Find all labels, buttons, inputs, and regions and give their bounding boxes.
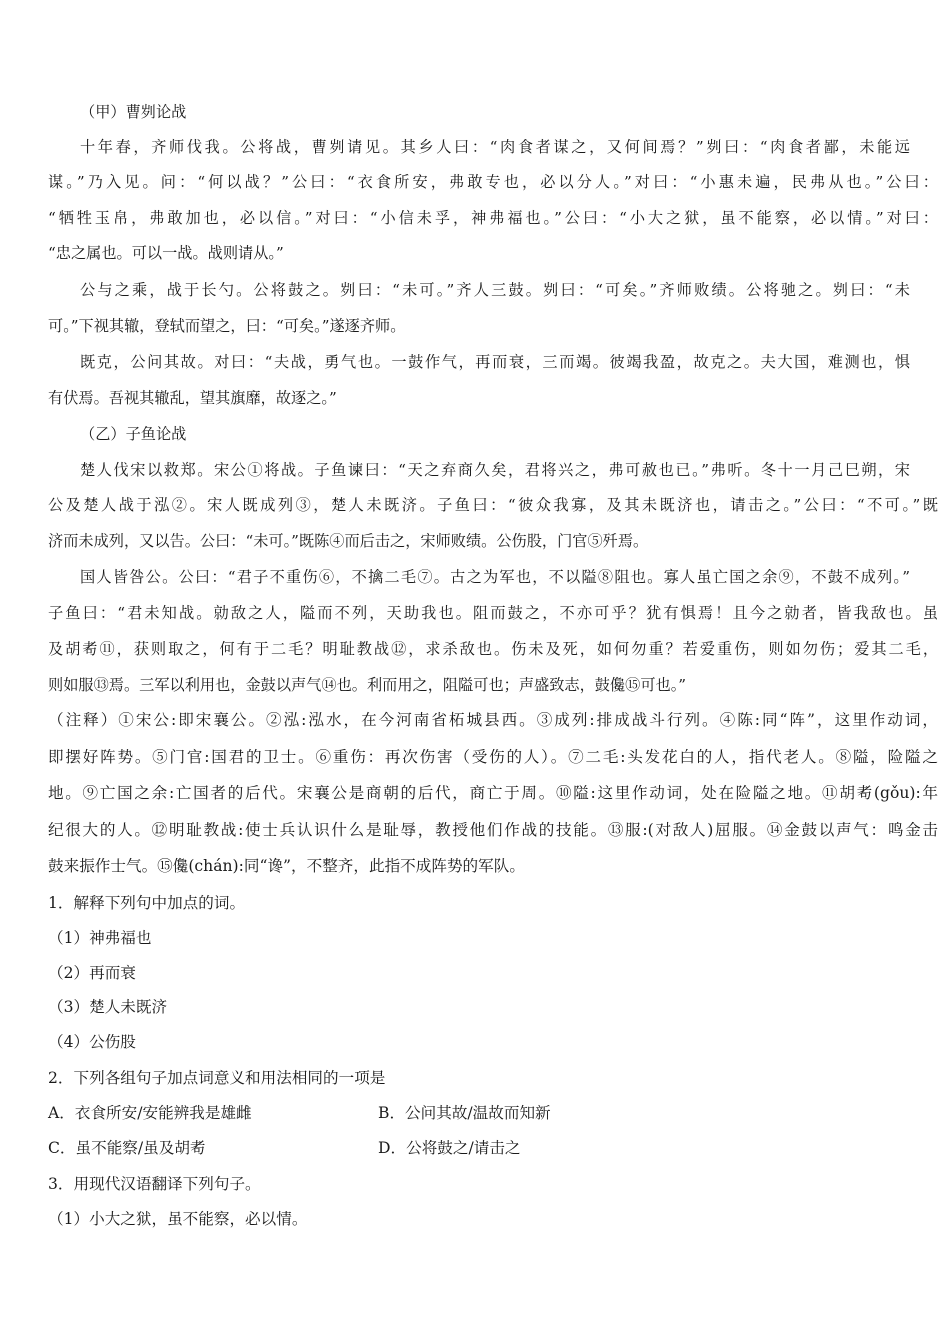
passage-b-line: 公及楚人战于泓②。宋人既成列③，楚人未既济。子鱼曰：“彼众我寡，及其未既济也，请击之。”公曰：“不可。”既 <box>48 496 938 514</box>
question-3-stem: 3．用现代汉语翻译下列句子。 <box>48 1175 261 1193</box>
passage-b-line: 子鱼曰：“君未知战。勍敌之人，隘而不列，天助我也。阻而鼓之，不亦可乎？犹有惧焉！且今之勍者，皆我敌也。虽 <box>48 604 938 622</box>
annotation-line: 纪很大的人。⑫明耻教战:使士兵认识什么是耻辱，教授他们作战的技能。⑬服:(对敌人)屈服。⑭金鼓以声气：鸣金击 <box>48 821 938 839</box>
passage-b-line: 及胡耇⑪，获则取之，何有于二毛？明耻教战⑫，求杀敌也。伤未及死，如何勿重？若爱重伤，则如勿伤；爱其二毛， <box>48 640 938 658</box>
annotation-line: 鼓来振作士气。⑮儳(chán):同“谗”，不整齐，此指不成阵势的军队。 <box>48 857 525 875</box>
passage-a-line: “忠之属也。可以一战。战则请从。” <box>48 244 284 262</box>
passage-a-line: “牺牲玉帛，弗敢加也，必以信。”对曰：“小信未孚，神弗福也。”公曰：“小大之狱，虽不能察，必以情。”对曰： <box>48 209 938 227</box>
question-1-item: （1）神弗福也 <box>48 929 152 947</box>
passage-b-line: 国人皆咎公。公曰：“君子不重伤⑥，不擒二毛⑦。古之为军也，不以隘⑧阻也。寡人虽亡国之余⑨，不鼓不成列。” <box>80 568 910 586</box>
passage-a-title: （甲）曹刿论战 <box>80 103 187 121</box>
question-2-option-d: D．公将鼓之/请击之 <box>378 1139 521 1157</box>
question-2-option-b: B．公问其故/温故而知新 <box>378 1104 551 1122</box>
passage-a-line: 公与之乘，战于长勺。公将鼓之。刿曰：“未可。”齐人三鼓。刿曰：“可矣。”齐师败绩。公将驰之。刿曰：“未 <box>80 281 910 299</box>
question-2-option-a: A．衣食所安/安能辨我是雄雌 <box>48 1104 252 1122</box>
passage-a-line: 十年春，齐师伐我。公将战，曹刿请见。其乡人曰：“肉食者谋之，又何间焉？”刿曰：“肉食者鄙，未能远 <box>80 138 910 156</box>
passage-b-line: 则如服⑬焉。三军以利用也，金鼓以声气⑭也。利而用之，阻隘可也；声盛致志，鼓儳⑮可也。” <box>48 676 687 694</box>
passage-a-line: 谋。”乃入见。问：“何以战？”公曰：“衣食所安，弗敢专也，必以分人。”对曰：“小惠未遍，民弗从也。”公曰： <box>48 173 938 191</box>
question-3-item: （1）小大之狱，虽不能察，必以情。 <box>48 1210 308 1228</box>
passage-a-line: 有伏焉。吾视其辙乱，望其旗靡，故逐之。” <box>48 389 337 407</box>
passage-b-title: （乙）子鱼论战 <box>80 425 187 443</box>
annotation-line: 即摆好阵势。⑤门官:国君的卫士。⑥重伤：再次伤害（受伤的人）。⑦二毛:头发花白的人，指代老人。⑧隘，险隘之 <box>48 748 938 766</box>
passage-b-line: 济而未成列，又以告。公曰：“未可。”既陈④而后击之，宋师败绩。公伤股，门官⑤歼焉。 <box>48 532 649 550</box>
passage-b-line: 楚人伐宋以救郑。宋公①将战。子鱼谏曰：“天之弃商久矣，君将兴之，弗可赦也已。”弗听。冬十一月己巳朔，宋 <box>80 461 910 479</box>
question-1-item: （4）公伤股 <box>48 1033 136 1051</box>
passage-a-line: 既克，公问其故。对曰：“夫战，勇气也。一鼓作气，再而衰，三而竭。彼竭我盈，故克之。夫大国，难测也，惧 <box>80 353 910 371</box>
passage-a-line: 可。”下视其辙，登轼而望之，曰：“可矣。”遂逐齐师。 <box>48 317 406 335</box>
annotation-line: （注释）①宋公:即宋襄公。②泓:泓水，在今河南省柘城县西。③成列:排成战斗行列。④陈:同“阵”，这里作动词， <box>48 711 938 729</box>
annotation-line: 地。⑨亡国之余:亡国者的后代。宋襄公是商朝的后代，商亡于周。⑩隘:这里作动词，处在险隘之地。⑪胡耇(gǒu):年 <box>48 784 938 802</box>
question-1-item: （2）再而衰 <box>48 964 136 982</box>
question-1-item: （3）楚人未既济 <box>48 998 168 1016</box>
question-1-stem: 1．解释下列句中加点的词。 <box>48 894 246 912</box>
question-2-option-c: C．虽不能察/虽及胡耇 <box>48 1139 206 1157</box>
question-2-stem: 2．下列各组句子加点词意义和用法相同的一项是 <box>48 1069 386 1087</box>
